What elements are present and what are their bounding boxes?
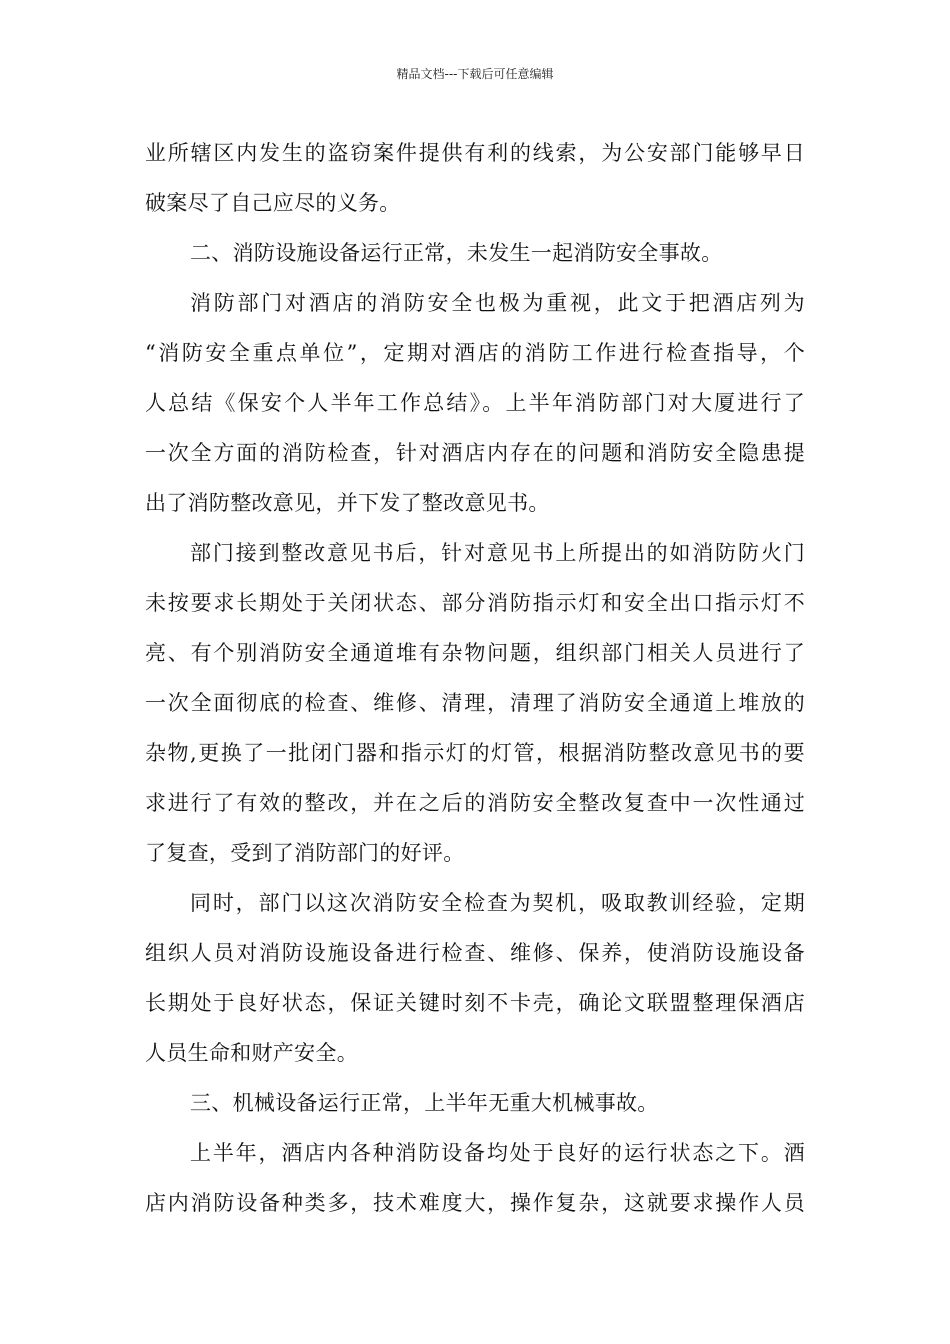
text-line: 求进行了有效的整改，并在之后的消防安全整改复查中一次性通过 [145,791,805,815]
text-line: 同时，部门以这次消防安全检查为契机，吸取教训经验，定期 [190,891,805,915]
text-line: 人总结《保安个人半年工作总结》。上半年消防部门对大厦进行了 [145,391,805,415]
text-line: “消防安全重点单位”，定期对酒店的消防工作进行检查指导，个 [145,341,805,365]
text-line: 一次全方面的消防检查，针对酒店内存在的问题和消防安全隐患提 [145,441,805,465]
text-line: 出了消防整改意见，并下发了整改意见书。 [145,491,550,515]
text-line: 部门接到整改意见书后，针对意见书上所提出的如消防防火门 [190,541,805,565]
text-line: 业所辖区内发生的盗窃案件提供有利的线索，为公安部门能够早日 [145,141,805,165]
text-line: 一次全面彻底的检查、维修、清理，清理了消防安全通道上堆放的 [145,691,805,715]
text-line: 破案尽了自己应尽的义务。 [145,191,401,215]
text-line: 亮、有个别消防安全通道堆有杂物问题，组织部门相关人员进行了 [145,641,805,665]
section-heading: 二、消防设施设备运行正常，未发生一起消防安全事故。 [190,241,723,265]
text-line: 人员生命和财产安全。 [145,1041,358,1065]
text-line: 未按要求长期处于关闭状态、部分消防指示灯和安全出口指示灯不 [145,591,805,615]
text-line: 店内消防设备种类多，技术难度大，操作复杂，这就要求操作人员 [145,1191,805,1215]
document-body [145,128,805,1228]
section-heading: 三、机械设备运行正常，上半年无重大机械事故。 [190,1091,659,1115]
text-line: 杂物,更换了一批闭门器和指示灯的灯管，根据消防整改意见书的要 [145,741,805,765]
text-line: 了复查，受到了消防部门的好评。 [145,841,465,865]
text-line: 长期处于良好状态，保证关键时刻不卡壳，确论文联盟整理保酒店 [145,991,805,1015]
text-line: 组织人员对消防设施设备进行检查、维修、保养，使消防设施设备 [145,941,805,965]
text-line: 消防部门对酒店的消防安全也极为重视，此文于把酒店列为 [190,291,805,315]
text-line: 上半年，酒店内各种消防设备均处于良好的运行状态之下。酒 [190,1141,805,1165]
page-header: 精品文档---下载后可任意编辑 [396,67,554,81]
